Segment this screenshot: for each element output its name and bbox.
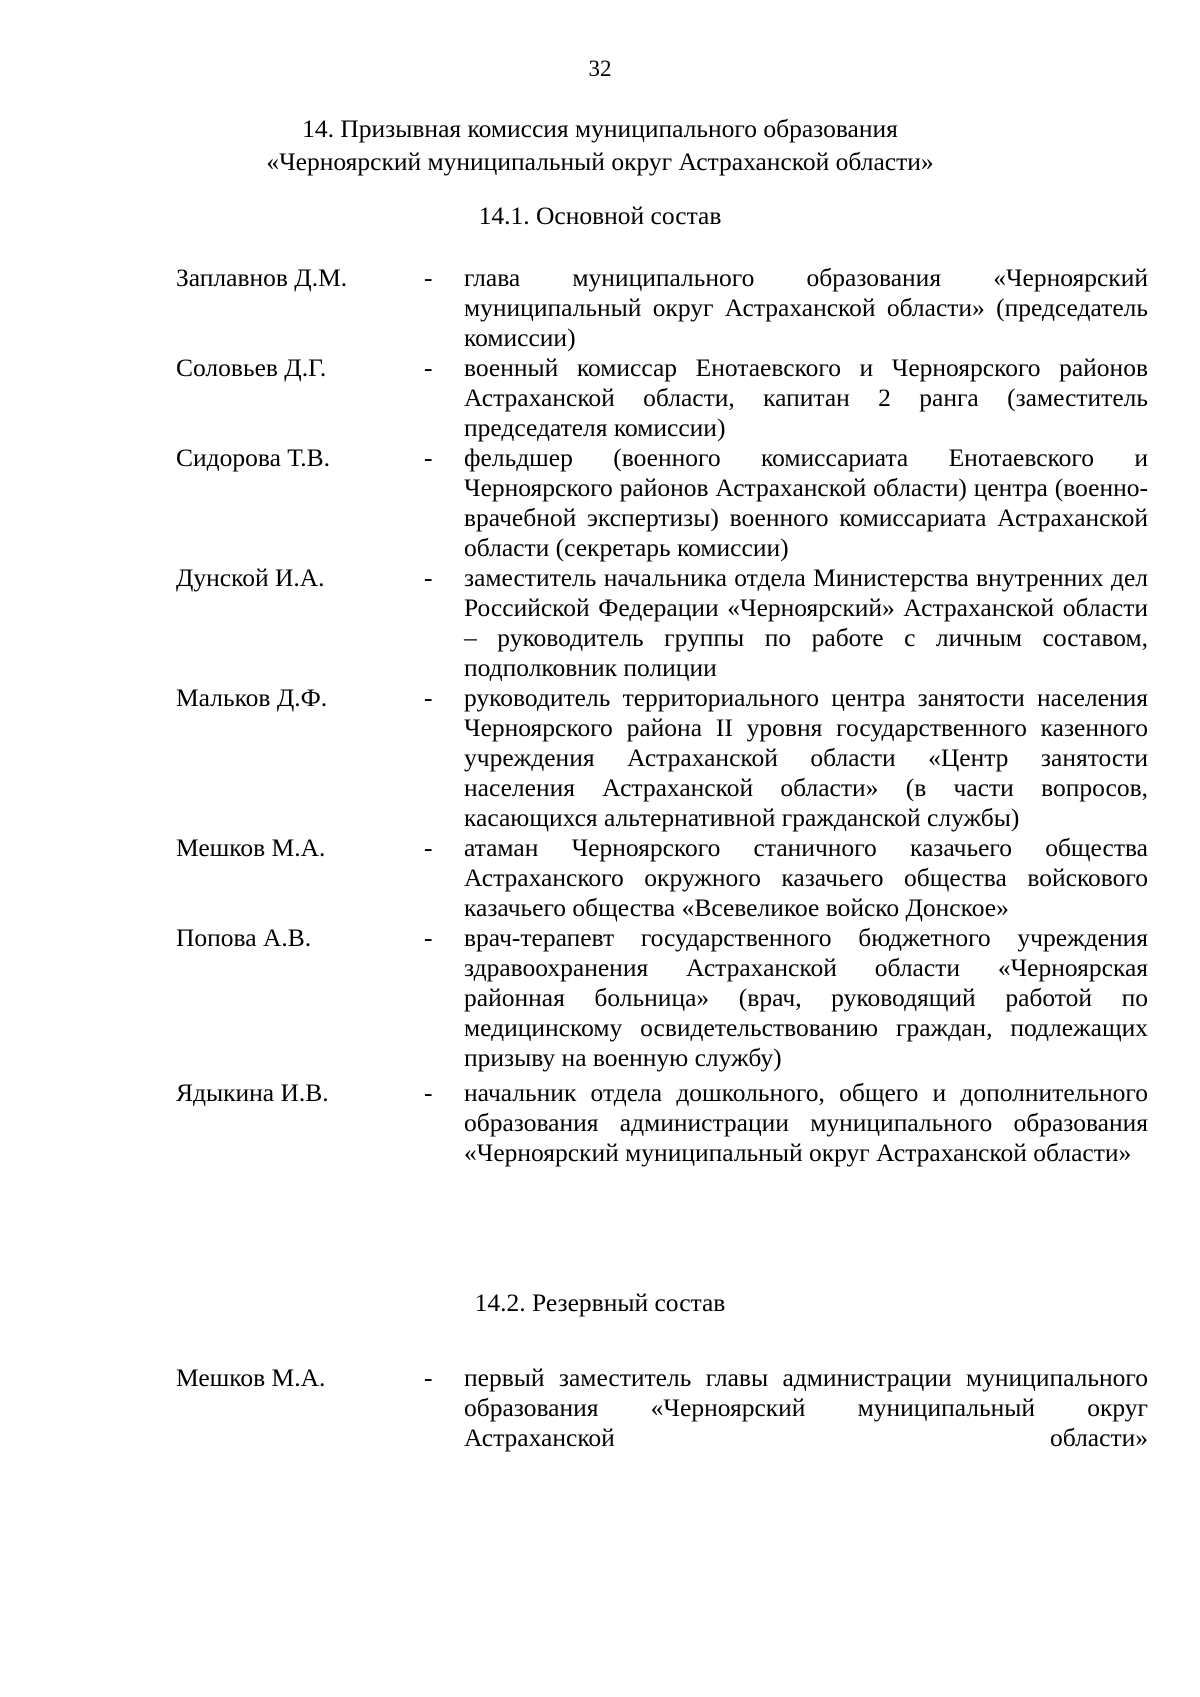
member-position: начальник отдела дошкольного, общего и дополнительного образования администрации муниципального образования «Черноярский муниципальный округ Астраханской области» [464, 1078, 1148, 1167]
member-position: глава муниципального образования «Черноярский муниципальный округ Астраханской области» (председатель комиссии) [464, 263, 1148, 352]
main-section-heading: 14.1. Основной состав [478, 201, 722, 230]
member-name: Мешков М.А. [176, 1363, 326, 1392]
member-position: атаман Черноярского станичного казачьего общества Астраханского окружного казачьего общества войскового казачьего общества «Всевеликое войско Донское» [464, 833, 1148, 922]
member-position: врач-терапевт государственного бюджетного учреждения здравоохранения Астраханской области «Черноярская районная больница» (врач, руководящий работой по медицинскому освидетельствованию граждан, подлежащих призыву на военную службу) [464, 923, 1148, 1072]
member-entry [176, 683, 1148, 833]
page-number: 32 [588, 56, 612, 81]
member-position: военный комиссар Енотаевского и Черноярского районов Астраханской области, капитан 2 ранга (заместитель председателя комиссии) [464, 353, 1148, 442]
member-dash: - [424, 683, 433, 712]
member-name: Ядыкина И.В. [176, 1078, 329, 1107]
member-entry [176, 833, 1148, 923]
member-entry [176, 443, 1148, 563]
member-name: Заплавнов Д.М. [176, 263, 348, 292]
member-name: Дунской И.А. [176, 563, 325, 592]
member-dash: - [424, 443, 433, 472]
member-dash: - [424, 1363, 433, 1392]
member-dash: - [424, 263, 433, 292]
document-title [150, 112, 1050, 178]
member-name: Мешков М.А. [176, 833, 326, 862]
member-dash: - [424, 563, 433, 592]
member-entry [176, 353, 1148, 443]
member-entry [176, 563, 1148, 683]
document-title-line-1: 14. Призывная комиссия муниципального образования [302, 114, 898, 143]
member-entry [176, 923, 1148, 1073]
member-entry [176, 1078, 1148, 1168]
reserve-members-list [176, 1363, 1148, 1453]
member-name: Соловьев Д.Г. [176, 353, 327, 382]
member-name: Сидорова Т.В. [176, 443, 331, 472]
member-dash: - [424, 833, 433, 862]
member-dash: - [424, 1078, 433, 1107]
member-position: фельдшер (военного комиссариата Енотаевского и Черноярского районов Астраханской области) центра (военно-врачебной экспертизы) военного комиссариата Астраханской области (секретарь комиссии) [464, 443, 1148, 562]
member-position: первый заместитель главы администрации муниципального образования «Черноярский муниципальный округ Астраханской области» [464, 1363, 1148, 1452]
member-dash: - [424, 353, 433, 382]
member-position: руководитель территориального центра занятости населения Черноярского района II уровня государственного казенного учреждения Астраханской области «Центр занятости населения Астраханской области» (в части вопросов, касающихся альтернативной гражданской службы) [464, 683, 1148, 832]
reserve-section-heading: 14.2. Резервный состав [474, 1288, 726, 1317]
document-title-line-2: «Черноярский муниципальный округ Астраханской области» [266, 147, 934, 176]
main-members-list [176, 263, 1148, 1168]
member-dash: - [424, 923, 433, 952]
member-entry [176, 263, 1148, 353]
member-entry [176, 1363, 1148, 1453]
member-position: заместитель начальника отдела Министерства внутренних дел Российской Федерации «Черноярский» Астраханской области – руководитель группы по работе с личным составом, подполковник полиции [464, 563, 1148, 682]
member-name: Попова А.В. [176, 923, 312, 952]
member-name: Мальков Д.Ф. [176, 683, 328, 712]
